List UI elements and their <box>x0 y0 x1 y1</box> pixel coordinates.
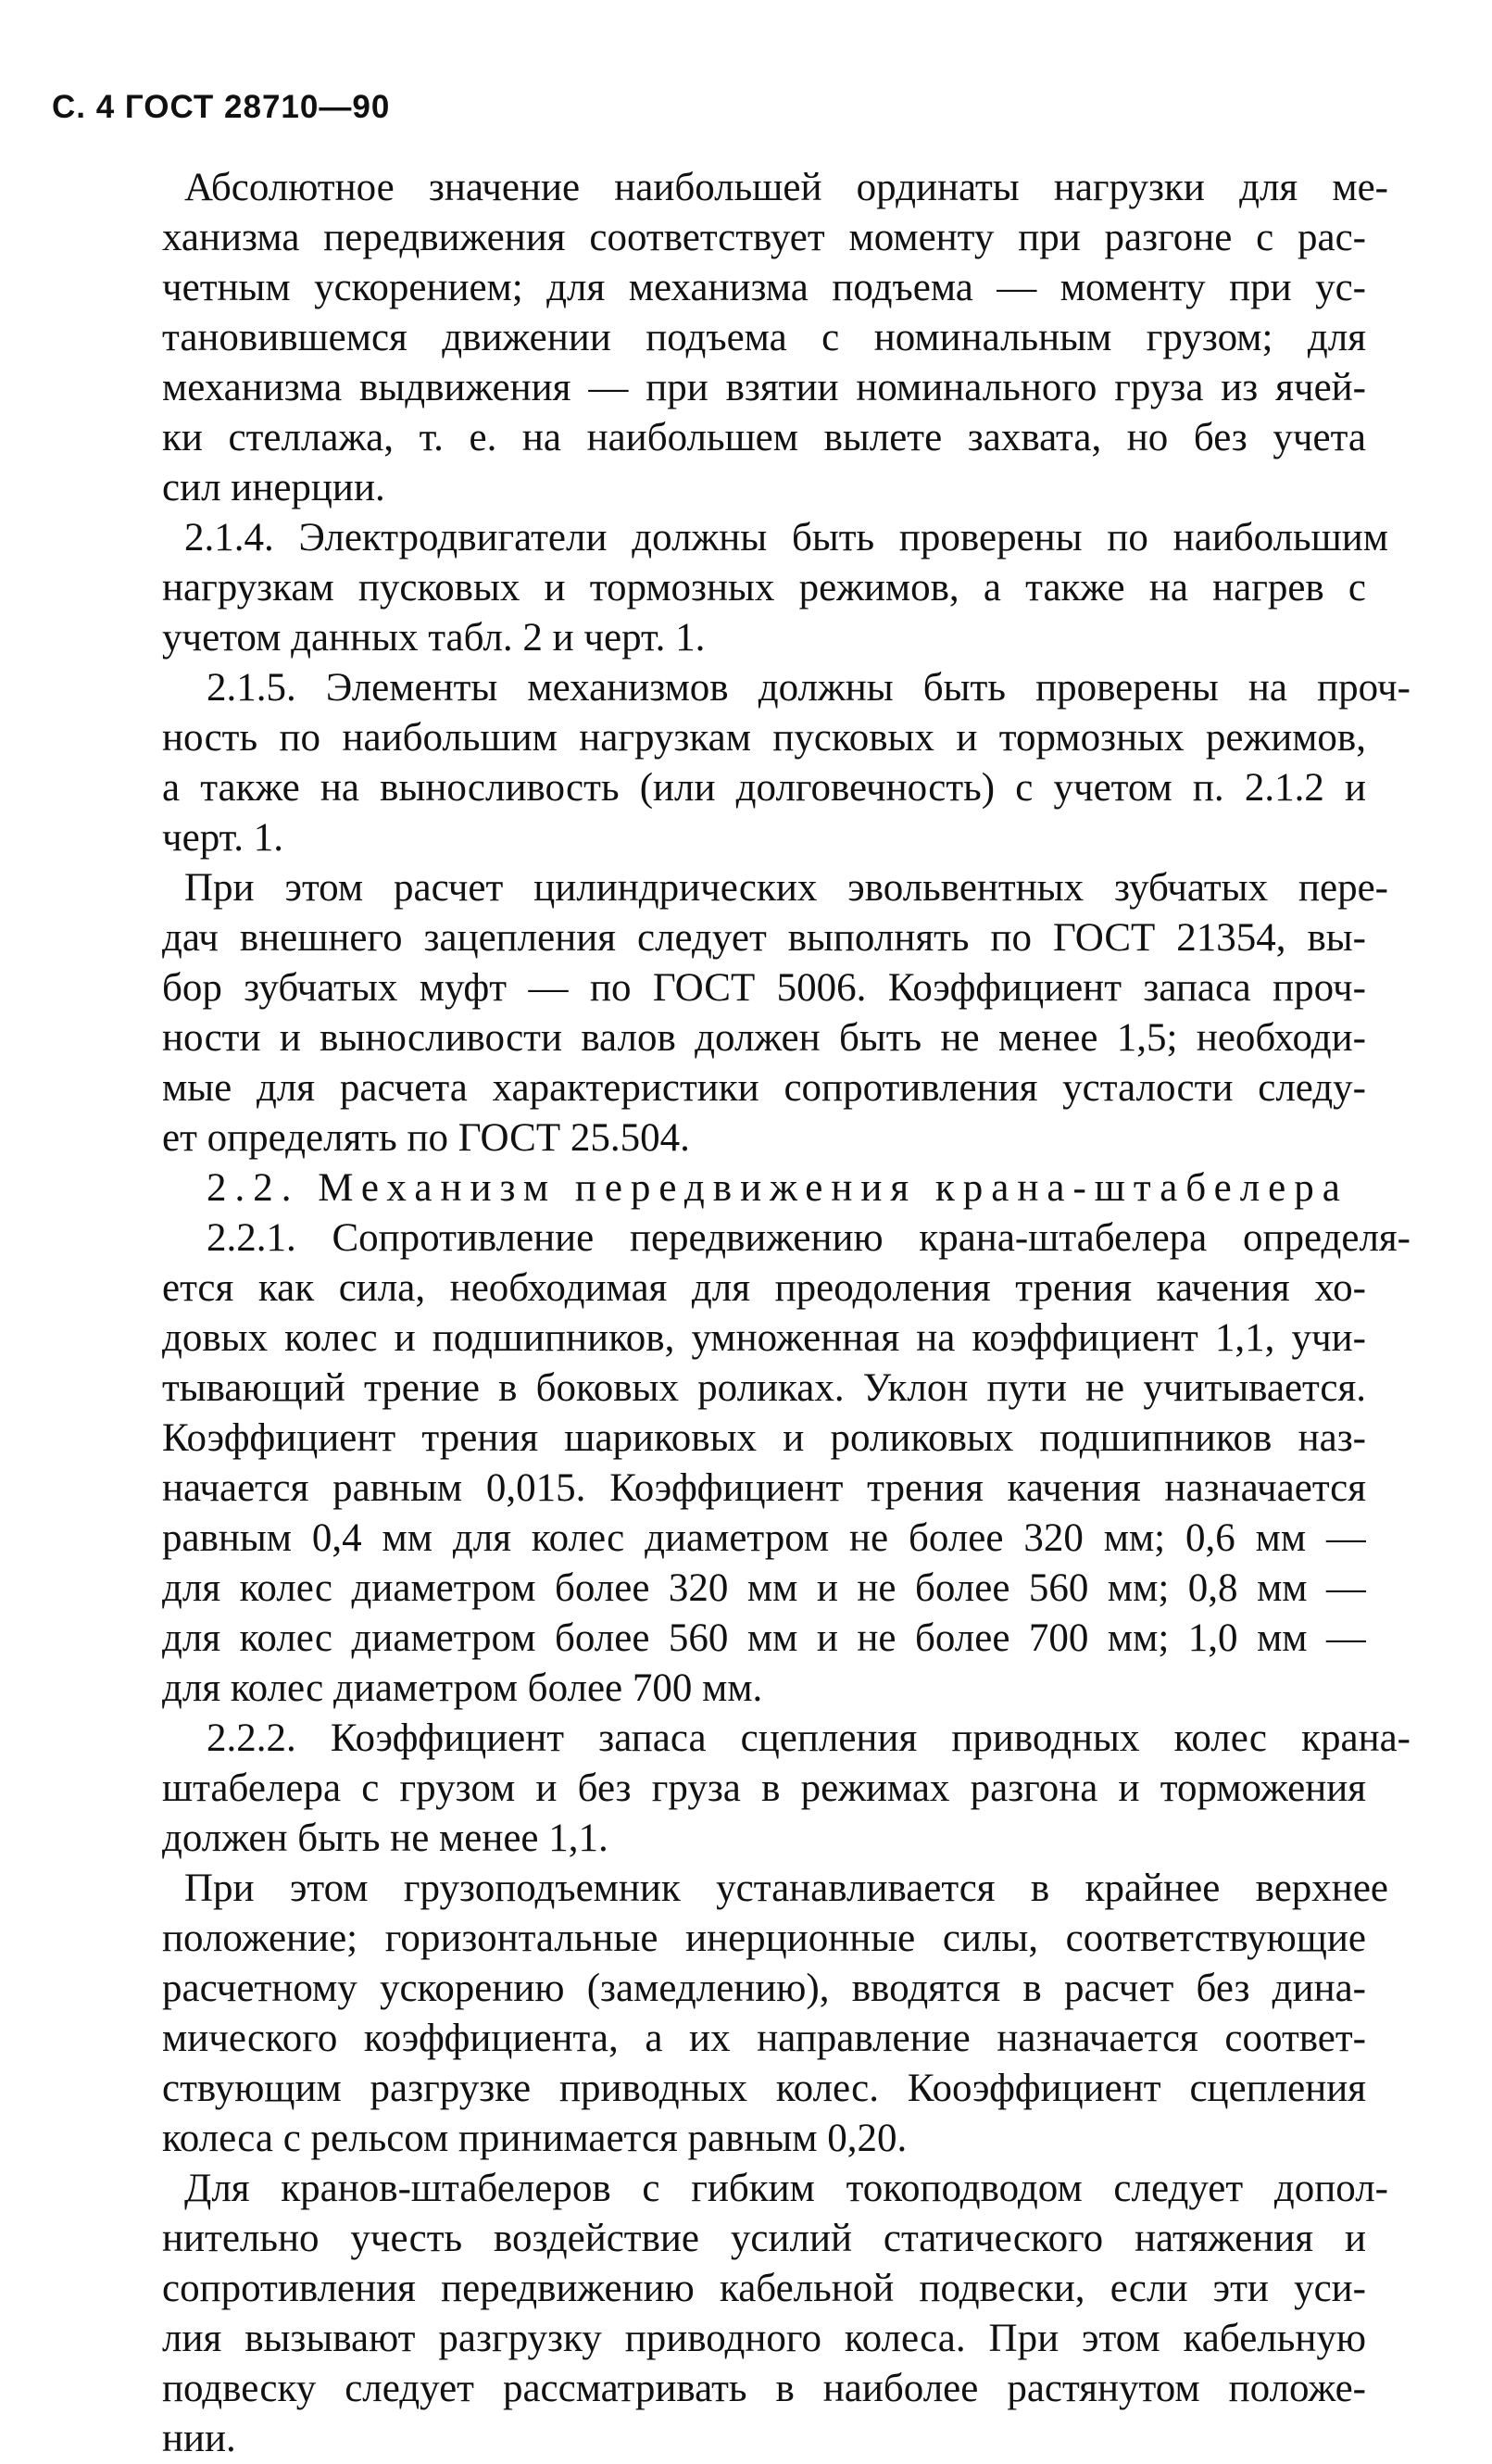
text-line: для колес диаметром более 560 мм и не более 700 мм; 1,0 мм — <box>162 1616 1366 1660</box>
text-line: нительно учесть воздействие усилий статического натяжения и <box>162 2217 1366 2260</box>
text-line: положение; горизонтальные инерционные силы, соответствующие <box>162 1917 1366 1960</box>
text-line: сил инерции. <box>162 466 385 509</box>
text-line: мического коэффициента, а их направление назначается соответ- <box>162 2017 1366 2060</box>
text-line: механизма выдвижения — при взятии номинального груза из ячей- <box>162 366 1366 409</box>
text-line: Для кранов-штабелеров с гибким токоподводом следует допол- <box>184 2167 1388 2210</box>
text-line: При этом грузоподъемник устанавливается в крайнее верхнее <box>184 1867 1388 1910</box>
text-line: а также на выносливость (или долговечность) с учетом п. 2.1.2 и <box>162 766 1366 810</box>
text-line: При этом расчет цилиндрических эвольвентных зубчатых пере- <box>184 866 1388 910</box>
text-line: расчетному ускорению (замедлению), вводятся в расчет без дина- <box>162 1967 1366 2010</box>
text-line: сопротивления передвижению кабельной подвески, если эти уси- <box>162 2267 1366 2310</box>
text-line: штабелера с грузом и без груза в режимах разгона и торможения <box>162 1766 1366 1810</box>
text-line: черт. 1. <box>162 816 283 860</box>
text-line: для колес диаметром более 700 мм. <box>162 1666 763 1710</box>
text-line: ности и выносливости валов должен быть не менее 1,5; необходи- <box>162 1016 1366 1060</box>
text-line: бор зубчатых муфт — по ГОСТ 5006. Коэффициент запаса проч- <box>162 966 1366 1010</box>
text-line: 2.1.4. Электродвигатели должны быть проверены по наибольшим <box>184 516 1388 559</box>
text-line: ствующим разгрузке приводных колес. Кооэффициент сцепления <box>162 2067 1366 2110</box>
text-line: мые для расчета характеристики сопротивления усталости следу- <box>162 1066 1366 1110</box>
text-line: Абсолютное значение наибольшей ординаты нагрузки для ме- <box>184 166 1388 209</box>
running-title: С. 4 ГОСТ 28710—90 <box>52 89 391 125</box>
text-line: 2.2.1. Сопротивление передвижению крана-штабелера определя- <box>207 1216 1411 1260</box>
text-line: должен быть не менее 1,1. <box>162 1817 608 1860</box>
text-line: ки стеллажа, т. е. на наибольшем вылете захвата, но без учета <box>162 416 1366 459</box>
text-line: тановившемся движении подъема с номинальным грузом; для <box>162 316 1366 359</box>
body-text <box>162 163 1411 2464</box>
text-line: лия вызывают разгрузку приводного колеса. При этом кабельную <box>162 2317 1366 2360</box>
text-line: равным 0,4 мм для колес диаметром не более 320 мм; 0,6 мм — <box>162 1516 1366 1560</box>
text-line: довых колес и подшипников, умноженная на коэффициент 1,1, учи- <box>162 1316 1366 1360</box>
text-line: начается равным 0,015. Коэффициент трения качения назначается <box>162 1466 1366 1510</box>
text-line: ханизма передвижения соответствует моменту при разгоне с рас- <box>162 216 1366 259</box>
text-line: колеса с рельсом принимается равным 0,20. <box>162 2117 908 2160</box>
text-line: 2.2.2. Коэффициент запаса сцепления приводных колес крана- <box>207 1716 1411 1760</box>
text-line: ность по наибольшим нагрузкам пусковых и тормозных режимов, <box>162 716 1366 760</box>
text-line: нагрузкам пусковых и тормозных режимов, а также на нагрев с <box>162 566 1366 610</box>
text-line: 2.1.5. Элементы механизмов должны быть проверены на проч- <box>207 666 1411 710</box>
text-line: подвеску следует рассматривать в наиболее растянутом положе- <box>162 2367 1366 2410</box>
text-line: для колес диаметром более 320 мм и не более 560 мм; 0,8 мм — <box>162 1566 1366 1610</box>
text-line: четным ускорением; для механизма подъема — моменту при ус- <box>162 266 1366 309</box>
text-line: нии. <box>162 2417 236 2460</box>
text-line: учетом данных табл. 2 и черт. 1. <box>162 616 706 660</box>
text-line: тывающий трение в боковых роликах. Уклон пути не учитывается. <box>162 1366 1366 1410</box>
section-heading: 2.2. Механизм передвижения крана-штабелера <box>207 1166 1348 1210</box>
text-line: ет определять по ГОСТ 25.504. <box>162 1116 690 1160</box>
text-line: Коэффициент трения шариковых и роликовых подшипников наз- <box>162 1416 1366 1460</box>
text-line: ется как сила, необходимая для преодоления трения качения хо- <box>162 1266 1366 1310</box>
text-line: дач внешнего зацепления следует выполнять по ГОСТ 21354, вы- <box>162 916 1366 960</box>
